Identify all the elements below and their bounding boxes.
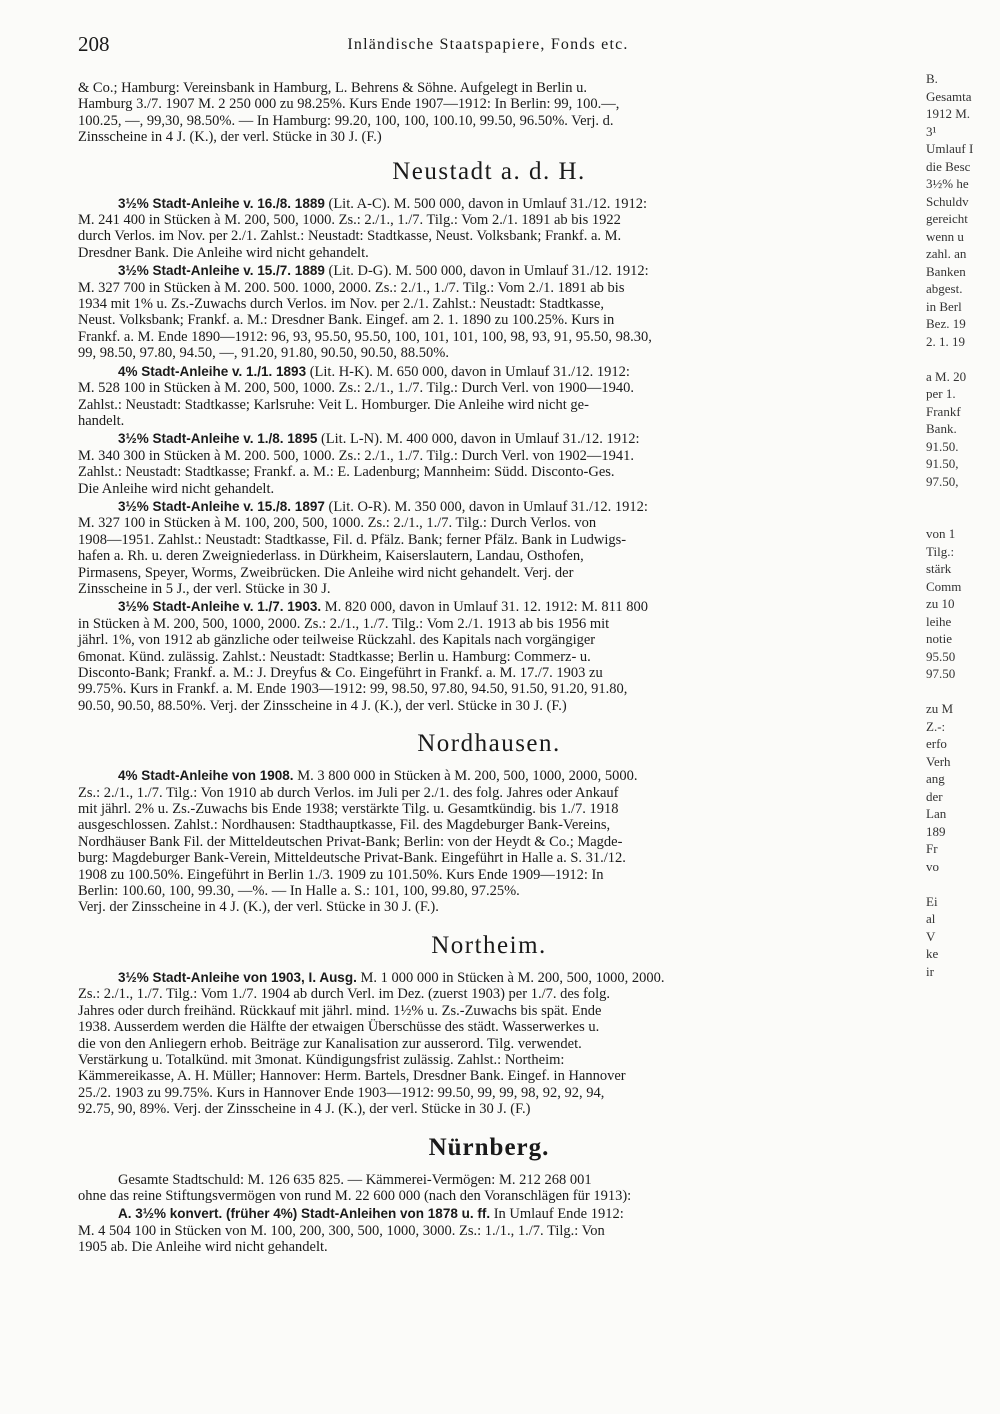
entry-line: M. 4 504 100 in Stücken von M. 100, 200, 300, 500, 1000, 3000. Zs.: 1./1., 1./7. Tilg.: Von: [78, 1222, 605, 1239]
margin-fragment: ke: [926, 946, 939, 961]
entry-line: 92.75, 90, 89%. Verj. der Zinsscheine in 4 J. (K.), der verl. Stücke in 30 J. (F.): [78, 1101, 531, 1118]
entry-line: [78, 1206, 900, 1222]
margin-fragment: zu M: [926, 701, 954, 716]
entry-text: (Lit. A-C). M. 500 000, davon in Umlauf 31./12. 1912:: [324, 195, 648, 212]
bond-title: 3½% Stadt-Anleihe v. 1./7. 1903.: [118, 599, 322, 615]
margin-fragment: von 1: [926, 526, 956, 541]
margin-fragment: der: [926, 788, 943, 804]
bond-entry: [78, 499, 900, 597]
bond-title: 3½% Stadt-Anleihe v. 16./8. 1889: [118, 195, 325, 211]
entry-line: [78, 768, 900, 784]
margin-fragment: 189: [926, 823, 946, 839]
entry-line: Jahres oder durch freihänd. Rückkauf mit jährl. mind. 1½% u. Zs.-Zuwachs bis spät. Ende: [78, 1002, 602, 1019]
margin-fragment: [926, 490, 1000, 508]
entry-line: M. 528 100 in Stücken à M. 200, 500, 1000. Zs.: 2./1., 1./7. Tilg.: Durch Verl. von 1900—1940.: [78, 380, 634, 397]
margin-fragment: 1912 M.: [926, 106, 971, 121]
entry-text: Gesamte Stadtschuld: M. 126 635 825. — Kämmerei-Vermögen: M. 212 268 001: [118, 1171, 592, 1188]
margin-fragment: vo: [926, 858, 939, 874]
entry-line: [78, 499, 900, 515]
entry-line: hafen a. Rh. u. deren Zweigniederlass. in Dürkheim, Kaiserslautern, Landau, Osthofen,: [78, 548, 584, 565]
bond-title: 3½% Stadt-Anleihe von 1903, I. Ausg.: [118, 969, 357, 985]
entry-line: 25./2. 1903 zu 99.75%. Kurs in Hannover Ende 1903—1912: 99.50, 99, 99, 98, 92, 92, 94,: [78, 1084, 605, 1101]
entry-line: Zs.: 2./1., 1./7. Tilg.: Vom 1./7. 1904 ab durch Verl. im Dez. (zuerst 1903) per 1./7. des folg.: [78, 986, 611, 1003]
margin-fragment: 97.50: [926, 666, 956, 681]
entry-line: [78, 431, 900, 447]
entry-line: 99.75%. Kurs in Frankf. a. M. Ende 1903—1912: 99, 98.50, 97.80, 94.50, 91.50, 91.20, 91.80,: [78, 681, 628, 698]
margin-fragment: Ei: [926, 893, 938, 909]
entry-line: die von den Anliegern erhob. Beiträge zur Kanalisation zur ausserord. Tilg. verwendet.: [78, 1035, 582, 1052]
margin-fragment: 91.50.: [926, 438, 959, 454]
entry-line: 1905 ab. Die Anleihe wird nicht gehandelt.: [78, 1239, 328, 1256]
margin-fragment: erfo: [926, 736, 947, 751]
intro-line: Zinsscheine in 4 J. (K.), der verl. Stücke in 30 J. (F.): [78, 129, 382, 146]
entry-line: Frankf. a. M. Ende 1890—1912: 96, 93, 95.50, 95.50, 100, 101, 101, 100, 98, 93, 91, 95.50, 98.30,: [78, 328, 652, 345]
entry-line: [78, 1172, 900, 1188]
entry-line: 1934 mit 1% u. Zs.-Zuwachs durch Verlos. im Nov. per 2./1. Zahlst.: Neustadt: Stadtkasse,: [78, 296, 604, 313]
sections-container: [78, 158, 900, 1256]
entry-line: 1908—1951. Zahlst.: Neustadt: Stadtkasse, Fil. d. Pfälz. Bank; ferner Pfälz. Bank in Ludwigs-: [78, 531, 627, 548]
entry-line: [78, 196, 900, 212]
margin-fragment: Bez. 19: [926, 316, 966, 331]
margin-fragment: zahl. an: [926, 246, 967, 261]
margin-fragment: die Besc: [926, 158, 971, 174]
bond-title: A. 3½% konvert. (früher 4%) Stadt-Anleihen von 1878 u. ff.: [118, 1206, 491, 1222]
entry-line: Dresdner Bank. Die Anleihe wird nicht gehandelt.: [78, 244, 369, 261]
entry-line: M. 327 700 in Stücken à M. 200. 500. 1000, 2000. Zs.: 2./1., 1./7. Tilg.: Vom 2./1. 1891 ab bis: [78, 279, 625, 296]
entry-line: ausgeschlossen. Zahlst.: Nordhausen: Stadthauptkasse, Fil. des Magdeburger Bank-Vereins,: [78, 817, 611, 834]
intro-line: 100.25, —, 99,30, 98.50%. — In Hamburg: 99.20, 100, 100, 100.10, 99.50, 96.50%. Verj. d.: [78, 112, 614, 129]
main-text-column: [78, 80, 900, 1258]
entry-line: Disconto-Bank; Frankf. a. M.: J. Dreyfus & Co. Eingeführt in Frankf. a. M. 17./7. 1903 zu: [78, 665, 603, 681]
entry-line: M. 327 100 in Stücken à M. 100, 200, 500, 1000. Zs.: 2./1., 1./7. Tilg.: Durch Verlos. von: [78, 515, 597, 532]
entry-line: Pirmasens, Speyer, Worms, Zweibrücken. Die Anleihe wird nicht gehandelt. Verj. der: [78, 564, 574, 581]
section-title: Neustadt a. d. H.: [392, 157, 586, 185]
bond-title: 3½% Stadt-Anleihe v. 15./7. 1889: [118, 263, 325, 279]
entry-line: Verstärkung u. Totalkünd. mit 3monat. Kündigungsfrist zulässig. Zahlst.: Northeim:: [78, 1051, 565, 1068]
margin-fragment: Frankf: [926, 403, 961, 419]
margin-fragment: Schuldv: [926, 193, 969, 209]
entry-text: (Lit. D-G). M. 500 000, davon in Umlauf 31./12. 1912:: [324, 263, 649, 280]
margin-fragment: Comm: [926, 578, 962, 594]
section-title: Northeim.: [431, 931, 547, 959]
entry-line: Kämmereikasse, A. H. Müller; Hannover: Herm. Bartels, Dresdner Bank. Eingef. in Hannover: [78, 1068, 626, 1085]
intro-line: & Co.; Hamburg: Vereinsbank in Hamburg, L. Behrens & Söhne. Aufgelegt in Berlin u.: [78, 80, 588, 96]
margin-fragment: 91.50,: [926, 456, 959, 471]
entry-line: 1908 zu 100.50%. Eingeführt in Berlin 1./3. 1909 zu 101.50%. Kurs Ende 1909—1912: In: [78, 866, 604, 883]
margin-fragment: leihe: [926, 613, 952, 629]
entry-line: handelt.: [78, 412, 125, 429]
bond-entry: [78, 1206, 900, 1255]
margin-fragment: 3½% he: [926, 176, 969, 191]
entry-line: Verj. der Zinsscheine in 4 J. (K.), der verl. Stücke in 30 J. (F.).: [78, 899, 439, 916]
margin-fragment: 3¹: [926, 123, 937, 139]
section-title: Nürnberg.: [428, 1133, 550, 1161]
entry-text: (Lit. H-K). M. 650 000, davon in Umlauf 31./12. 1912:: [306, 363, 630, 380]
adjacent-page-margin: [926, 70, 1000, 979]
entry-line: M. 241 400 in Stücken à M. 200, 500, 1000. Zs.: 2./1., 1./7. Tilg.: Vom 2./1. 1891 ab bis 1922: [78, 212, 621, 229]
bond-entry: [78, 431, 900, 497]
entry-line: 6monat. Künd. zulässig. Zahlst.: Neustadt: Stadtkasse; Berlin u. Hamburg: Commerz- u.: [78, 648, 591, 665]
entry-line: 99, 98.50, 97.80, 94.50, —, 91.20, 91.80, 90.50, 90.50, 88.50%.: [78, 345, 449, 362]
margin-fragment: Gesamta: [926, 88, 972, 104]
margin-fragment: 97.50,: [926, 473, 959, 489]
entry-line: Neust. Volksbank; Frankf. a. M.: Dresdner Bank. Eingef. am 2. 1. 1890 zu 100.25%. Kurs in: [78, 312, 615, 329]
entry-line: Zahlst.: Neustadt: Stadtkasse; Karlsruhe: Veit L. Homburger. Die Anleihe wird nicht ge-: [78, 396, 589, 413]
entry-text: M. 820 000, davon in Umlauf 31. 12. 1912: M. 811 800: [321, 599, 649, 616]
margin-fragment: 2. 1. 19: [926, 333, 965, 349]
margin-fragment: Z.-:: [926, 718, 946, 734]
margin-fragment: 95.50: [926, 648, 956, 664]
margin-fragment: [926, 683, 1000, 701]
margin-fragment: stärk: [926, 561, 952, 576]
entry-line: [78, 364, 900, 380]
margin-fragment: Banken: [926, 263, 966, 279]
entry-line: Zs.: 2./1., 1./7. Tilg.: Von 1910 ab durch Verlos. im Juli per 2./1. des folg. Jahres oder Ankauf: [78, 784, 619, 801]
entry-text: (Lit. O-R). M. 350 000, davon in Umlauf 31./12. 1912:: [324, 498, 648, 515]
margin-fragment: per 1.: [926, 386, 956, 401]
entry-line: 1938. Ausserdem werden die Hälfte der etwaigen Überschüsse des städt. Wasserwerkes u.: [78, 1019, 600, 1036]
margin-fragment: Lan: [926, 806, 947, 821]
margin-fragment: a M. 20: [926, 368, 967, 384]
margin-fragment: Tilg.:: [926, 543, 955, 559]
margin-fragment: Fr: [926, 841, 938, 856]
entry-line: jährl. 1%, von 1912 ab gänzliche oder teilweise Rückzahl. des Kapitals nach vorgängiger: [78, 632, 596, 649]
bond-entry: [78, 1172, 900, 1205]
page-number: 208: [78, 32, 110, 56]
entry-text: M. 1 000 000 in Stücken à M. 200, 500, 1000, 2000.: [356, 969, 665, 986]
margin-fragment: Umlauf I: [926, 141, 974, 156]
margin-fragment: B.: [926, 71, 938, 86]
margin-fragment: [926, 875, 1000, 893]
margin-fragment: Verh: [926, 753, 951, 769]
intro-paragraph: [78, 80, 900, 146]
entry-line: Berlin: 100.60, 100, 99.30, —%. — In Halle a. S.: 101, 100, 99.80, 97.25%.: [78, 883, 520, 900]
entry-line: Zahlst.: Neustadt: Stadtkasse; Frankf. a. M.: E. Ladenburg; Mannheim: Südd. Disconto-Ges.: [78, 464, 615, 481]
section-title: Nordhausen.: [417, 730, 561, 758]
margin-fragment: Bank.: [926, 421, 957, 436]
bond-entry: [78, 263, 900, 361]
margin-fragment: abgest.: [926, 281, 963, 296]
entry-text: In Umlauf Ende 1912:: [490, 1206, 624, 1223]
margin-fragment: [926, 508, 1000, 526]
margin-fragment: al: [926, 911, 936, 926]
entry-line: mit jährl. 2% u. Zs.-Zuwachs bis Ende 1938; verstärkte Tilg. u. Gesamtkündig. bis 1./7. 1918: [78, 801, 619, 818]
entry-line: ohne das reine Stiftungsvermögen von rund M. 22 600 000 (nach den Voranschlägen für 1913):: [78, 1187, 632, 1204]
margin-fragment: V: [926, 928, 936, 944]
margin-fragment: [926, 350, 1000, 368]
entry-line: Nordhäuser Bank Fil. der Mitteldeutschen Privat-Bank; Berlin: von der Heydt & Co.; Magde-: [78, 833, 623, 850]
margin-fragment: zu 10: [926, 596, 955, 611]
bond-title: 4% Stadt-Anleihe v. 1./1. 1893: [118, 363, 307, 379]
entry-line: burg: Magdeburger Bank-Verein, Mitteldeutsche Privat-Bank. Eingeführt in Halle a. S. 31./12.: [78, 850, 626, 867]
margin-fragment: notie: [926, 631, 952, 646]
entry-line: in Stücken à M. 200, 500, 1000, 2000. Zs.: 2./1., 1./7. Tilg.: Vom 2./1. 1913 ab bis 1956 mit: [78, 615, 610, 632]
entry-line: [78, 599, 900, 615]
margin-fragment: wenn u: [926, 228, 964, 244]
bond-entry: [78, 599, 900, 714]
page-header: [78, 32, 898, 60]
bond-title: 3½% Stadt-Anleihe v. 15./8. 1897: [118, 498, 325, 514]
intro-line: Hamburg 3./7. 1907 M. 2 250 000 zu 98.25%. Kurs Ende 1907—1912: In Berlin: 99, 100.—,: [78, 96, 620, 113]
running-title: Inländische Staatspapiere, Fonds etc.: [347, 36, 629, 53]
margin-fragment: gereicht: [926, 211, 968, 226]
entry-line: 90.50, 90.50, 88.50%. Verj. der Zinsscheine in 4 J. (K.), der verl. Stücke in 30 J. (F.): [78, 697, 567, 714]
bond-entry: [78, 970, 900, 1118]
entry-line: Die Anleihe wird nicht gehandelt.: [78, 480, 275, 497]
bond-title: 4% Stadt-Anleihe von 1908.: [118, 768, 294, 784]
entry-line: durch Verlos. im Nov. per 2./1. Zahlst.: Neustadt: Stadtkasse, Neust. Volksbank; Frankf. a. M.: [78, 228, 622, 245]
bond-entry: [78, 196, 900, 262]
bond-entry: [78, 364, 900, 430]
margin-fragment: ir: [926, 963, 934, 979]
entry-text: M. 3 800 000 in Stücken à M. 200, 500, 1000, 2000, 5000.: [293, 768, 638, 785]
entry-line: [78, 263, 900, 279]
bond-title: 3½% Stadt-Anleihe v. 1./8. 1895: [118, 431, 318, 447]
bond-entry: [78, 768, 900, 916]
entry-line: Zinsscheine in 5 J., der verl. Stücke in 30 J.: [78, 580, 331, 597]
margin-fragment: in Berl: [926, 298, 962, 314]
entry-line: M. 340 300 in Stücken à M. 200. 500, 1000. Zs.: 2./1., 1./7. Tilg.: Durch Verl. von 1902—1941.: [78, 447, 634, 464]
entry-line: [78, 970, 900, 986]
entry-text: (Lit. L-N). M. 400 000, davon in Umlauf 31./12. 1912:: [317, 431, 640, 448]
margin-fragment: ang: [926, 771, 945, 786]
